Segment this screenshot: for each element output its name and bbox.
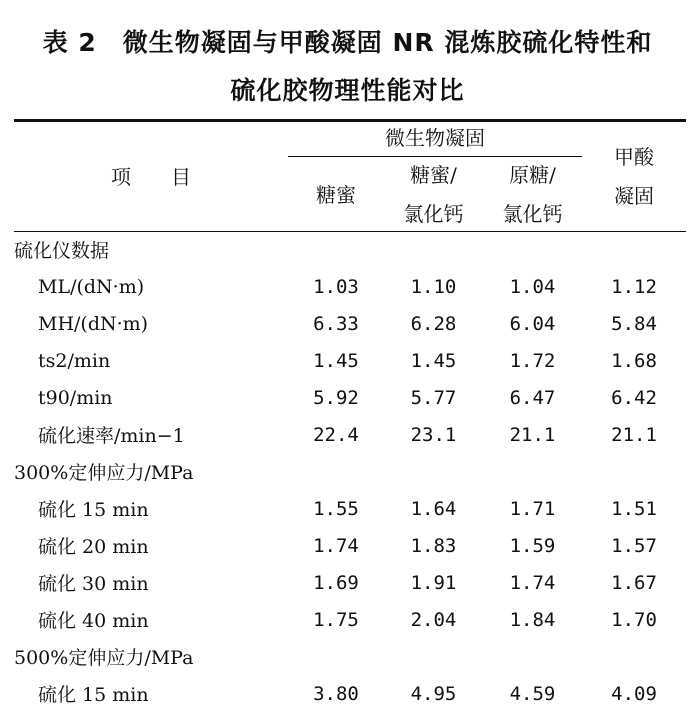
cell-value: 21.1 [611, 423, 657, 446]
cell-value: 6.42 [611, 386, 657, 409]
cell-value: 1.74 [509, 571, 556, 594]
cell-value: 4.95 [410, 682, 457, 705]
cell-value: 1.64 [410, 497, 457, 520]
table-row [14, 564, 686, 601]
row-label: t90/min [38, 386, 113, 409]
table-row [14, 268, 686, 305]
table-row [14, 379, 686, 416]
cell-value: 1.69 [313, 571, 359, 594]
cell-value: 1.59 [509, 534, 556, 557]
cell-value: 22.4 [313, 423, 359, 446]
table-row [14, 675, 686, 712]
cell-value: 6.28 [410, 312, 457, 335]
cell-value: 1.45 [313, 349, 359, 372]
cell-value: 1.84 [509, 608, 556, 631]
row-label: ts2/min [38, 349, 111, 372]
cell-value: 4.09 [611, 682, 657, 705]
header-col-formic-line2: 凝固 [614, 184, 654, 208]
table-caption-line-1: 表 2 微生物凝固与甲酸凝固 NR 混炼胶硫化特性和 [42, 28, 653, 57]
section-label: 硫化仪数据 [14, 240, 110, 262]
row-label: 硫化 20 min [38, 536, 149, 558]
cell-value: 1.51 [611, 497, 657, 520]
cell-value: 1.45 [410, 349, 457, 372]
section-row [14, 638, 686, 675]
table-row [14, 490, 686, 527]
section-label: 300%定伸应力/MPa [14, 462, 194, 484]
row-label: 硫化 15 min [38, 684, 149, 706]
cell-value: 21.1 [509, 423, 556, 446]
row-label: 硫化 30 min [38, 573, 149, 595]
row-label: MH/(dN·m) [38, 312, 149, 335]
table-row [14, 601, 686, 638]
cell-value: 6.47 [509, 386, 556, 409]
cell-value: 1.71 [509, 497, 556, 520]
header-microbial-group: 微生物凝固 [385, 126, 485, 150]
row-label: 硫化 40 min [38, 610, 149, 632]
data-table [14, 231, 686, 712]
row-label: 硫化 15 min [38, 499, 149, 521]
cell-value: 1.83 [410, 534, 457, 557]
cell-value: 6.33 [313, 312, 359, 335]
cell-value: 4.59 [509, 682, 556, 705]
cell-value: 1.91 [410, 571, 457, 594]
cell-value: 1.70 [611, 608, 657, 631]
table-row [14, 527, 686, 564]
row-label: 硫化速率/min−1 [38, 425, 185, 447]
header-col-molasses: 糖蜜 [316, 183, 356, 207]
header-item: 项 目 [111, 165, 191, 189]
cell-value: 1.04 [509, 275, 556, 298]
table-caption-line-2: 硫化胶物理性能对比 [230, 76, 465, 105]
table-row [14, 342, 686, 379]
cell-value: 2.04 [410, 608, 457, 631]
cell-value: 1.10 [410, 275, 457, 298]
cell-value: 5.84 [611, 312, 657, 335]
section-row [14, 231, 686, 268]
cell-value: 1.12 [611, 275, 657, 298]
cell-value: 5.92 [313, 386, 359, 409]
cell-value: 23.1 [410, 423, 457, 446]
section-label: 500%定伸应力/MPa [14, 647, 194, 669]
cell-value: 6.04 [509, 312, 556, 335]
cell-value: 5.77 [410, 386, 457, 409]
table-row [14, 416, 686, 453]
cell-value: 3.80 [313, 682, 359, 705]
group-rule [288, 156, 582, 157]
cell-value: 1.57 [611, 534, 657, 557]
section-row [14, 453, 686, 490]
header-col-molasses-cacl2-line2: 氯化钙 [403, 202, 464, 226]
top-rule [14, 119, 686, 122]
cell-value: 1.74 [313, 534, 359, 557]
cell-value: 1.75 [313, 608, 359, 631]
header-col-molasses-cacl2-line1: 糖蜜/ [410, 163, 457, 187]
cell-value: 1.72 [509, 349, 556, 372]
row-label: ML/(dN·m) [38, 275, 145, 298]
table-body [14, 231, 686, 712]
cell-value: 1.55 [313, 497, 359, 520]
header-col-formic-line1: 甲酸 [614, 145, 654, 169]
cell-value: 1.68 [611, 349, 657, 372]
header-col-raw-sugar-cacl2-line1: 原糖/ [509, 163, 556, 187]
table-row [14, 305, 686, 342]
header-col-raw-sugar-cacl2-line2: 氯化钙 [502, 202, 563, 226]
cell-value: 1.03 [313, 275, 359, 298]
cell-value: 1.67 [611, 571, 657, 594]
